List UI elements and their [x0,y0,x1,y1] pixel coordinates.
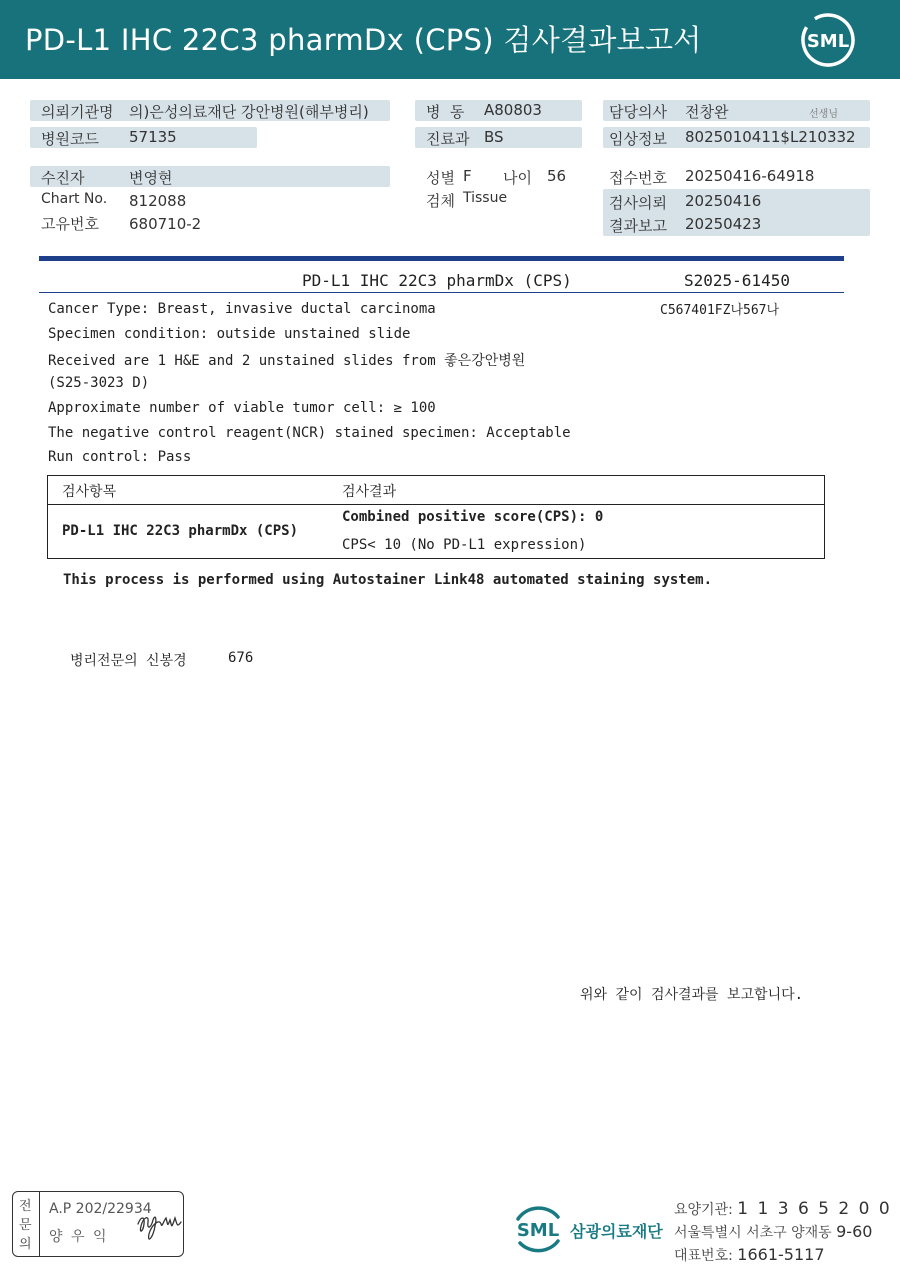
report-line-control-reagent: The negative control reagent(NCR) stained specimen: Acceptable [48,425,571,441]
page-header [0,0,900,79]
table-header-result: 검사결과 [342,484,397,500]
unique-id-label: 고유번호 [41,215,99,233]
chart-value: 812088 [129,192,187,210]
report-label: 결과보고 [609,217,667,235]
clinical-label: 임상정보 [609,130,667,148]
sex-value: F [463,167,472,185]
report-divider-thin [39,292,844,293]
doctor-value: 전창완 [685,103,729,121]
address-text: 서울특별시 서초구 양재동 [674,1225,832,1241]
doctor-suffix: 선생님 [809,109,838,120]
report-line-cancer-type: Cancer Type: Breast, invasive ductal carcinoma [48,301,436,317]
specimen-label: 검체 [426,192,455,210]
result-table [47,475,825,559]
stamp-name: 양 우 익 [49,1229,109,1245]
hospital-code-label: 병원코드 [41,130,99,148]
request-label: 검사의뢰 [609,194,667,212]
department-value: BS [484,128,504,146]
institution-label: 의뢰기관명 [41,103,114,121]
institution-value: 의)은성의료재단 강안병원(해부병리) [129,103,369,121]
signature-stamp [12,1191,184,1257]
report-value: 20250423 [685,215,762,233]
sml-footer-logo-icon [510,1203,566,1255]
request-value: 20250416 [685,192,762,210]
table-divider [48,504,824,505]
stamp-char: 의 [19,1237,32,1252]
table-result-interpretation: CPS< 10 (No PD-L1 expression) [342,537,587,553]
address-number: 9-60 [836,1222,873,1241]
report-title: PD-L1 IHC 22C3 pharmDx (CPS) [302,271,572,290]
ward-label: 병 동 [426,103,465,121]
footer-org-name: 삼광의료재단 [570,1222,663,1241]
facility-code-value: 1 1 3 6 5 2 0 0 [737,1199,892,1219]
report-line-slide-id: (S25-3023 D) [48,375,150,391]
svg-text:SML: SML [806,31,850,52]
facility-code-label: 요양기관: [674,1202,733,1218]
pathologist-label: 병리전문의 신봉경 [70,653,187,669]
table-item-name: PD-L1 IHC 22C3 pharmDx (CPS) [62,523,299,539]
sex-label: 성별 [426,169,455,187]
clinical-value: 8025010411$L210332 [685,128,856,146]
stamp-char: 전 [19,1199,32,1214]
hospital-code-value: 57135 [129,128,177,146]
report-line-tumor-cell: Approximate number of viable tumor cell: ≥ 100 [48,400,436,416]
ward-value: A80803 [484,101,542,119]
footer-phone [674,1245,825,1265]
table-header-item: 검사항목 [62,484,117,500]
svg-text:SML: SML [516,1220,560,1241]
chart-label: Chart No. [41,191,108,207]
report-line-received: Received are 1 H&E and 2 unstained slides from 좋은강안병원 [48,353,526,369]
age-value: 56 [547,167,567,185]
stamp-license: A.P 202/22934 [49,1201,152,1217]
age-label: 나이 [503,169,532,187]
process-note: This process is performed using Autostainer Link48 automated staining system. [63,572,713,588]
report-line-specimen-condition: Specimen condition: outside unstained slide [48,326,411,342]
footer-address [674,1222,872,1242]
handwritten-signature [135,1204,183,1248]
page-title: PD-L1 IHC 22C3 pharmDx (CPS) 검사결과보고서 [25,23,702,57]
report-divider-thick [39,256,844,261]
sml-logo-icon [800,12,856,68]
receipt-label: 접수번호 [609,169,667,187]
phone-value: 1661-5117 [737,1245,825,1264]
specimen-value: Tissue [463,190,508,206]
doctor-label: 담당의사 [609,103,667,121]
table-result-score: Combined positive score(CPS): 0 [342,509,604,525]
patient-value: 변영현 [129,169,173,187]
footer-facility-code [674,1199,892,1219]
report-number: S2025-61450 [684,271,790,290]
stamp-char: 문 [19,1218,32,1233]
report-line-run-control: Run control: Pass [48,449,192,465]
department-label: 진료과 [426,130,470,148]
unique-id-value: 680710-2 [129,215,202,233]
stamp-vertical-label [13,1192,40,1256]
phone-label: 대표번호: [674,1248,733,1264]
patient-label: 수진자 [41,169,85,187]
pathologist-id: 676 [228,650,254,666]
receipt-value: 20250416-64918 [685,167,815,185]
closing-statement: 위와 같이 검사결과를 보고합니다. [580,987,804,1003]
report-code: C567401FZ나567나 [660,303,780,318]
